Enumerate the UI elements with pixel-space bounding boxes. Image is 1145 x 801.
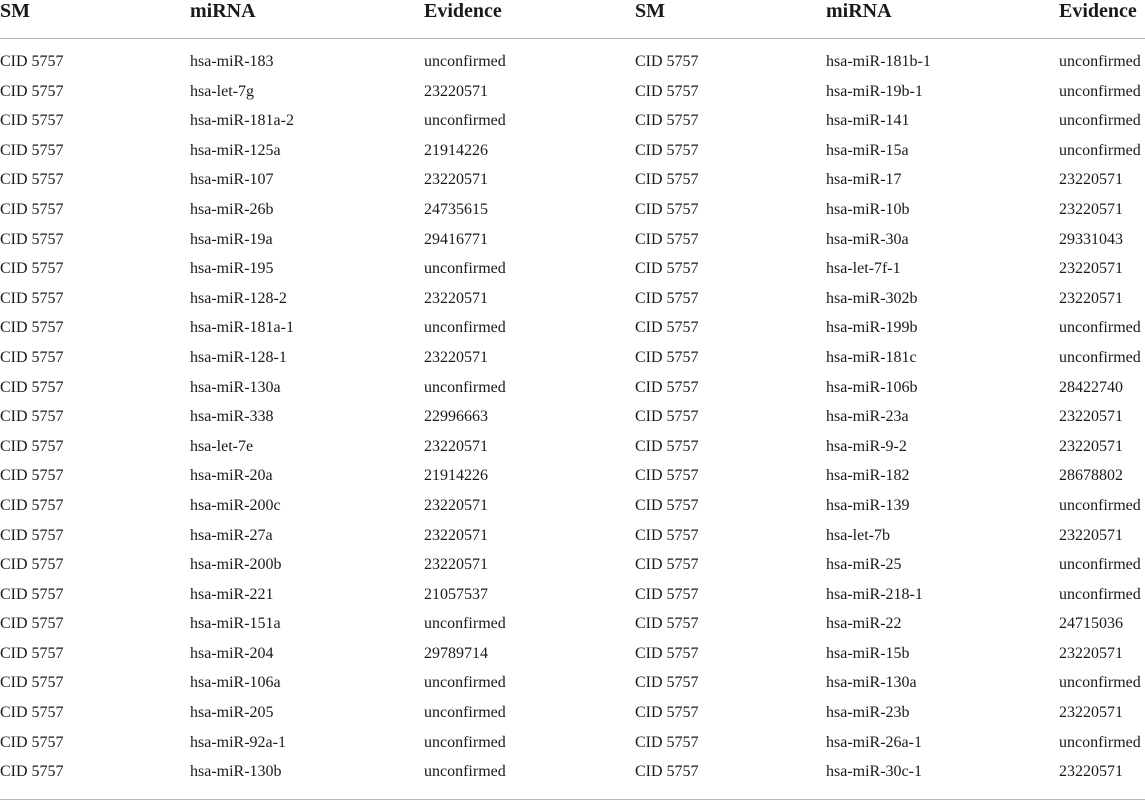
cell-sm-right: CID 5757 bbox=[635, 200, 699, 218]
cell-mirna-left: hsa-miR-27a bbox=[190, 526, 273, 544]
cell-evidence-left: 23220571 bbox=[424, 496, 488, 514]
cell-evidence-right: 23220571 bbox=[1059, 437, 1123, 455]
cell-sm-right: CID 5757 bbox=[635, 644, 699, 662]
table-row bbox=[0, 259, 1145, 289]
table-row bbox=[0, 466, 1145, 496]
cell-evidence-left: unconfirmed bbox=[424, 733, 506, 751]
header-sm-right: SM bbox=[635, 0, 665, 22]
cell-sm-right: CID 5757 bbox=[635, 704, 699, 722]
cell-mirna-left: hsa-miR-205 bbox=[190, 704, 274, 722]
cell-evidence-right: unconfirmed bbox=[1059, 585, 1141, 603]
cell-sm-right: CID 5757 bbox=[635, 348, 699, 366]
cell-sm-left: CID 5757 bbox=[0, 733, 64, 751]
table-row bbox=[0, 170, 1145, 200]
cell-sm-left: CID 5757 bbox=[0, 526, 64, 544]
cell-sm-left: CID 5757 bbox=[0, 378, 64, 396]
cell-mirna-left: hsa-miR-338 bbox=[190, 408, 274, 426]
table-row bbox=[0, 526, 1145, 556]
cell-sm-left: CID 5757 bbox=[0, 615, 64, 633]
cell-evidence-right: unconfirmed bbox=[1059, 733, 1141, 751]
cell-evidence-left: unconfirmed bbox=[424, 260, 506, 278]
table-row bbox=[0, 703, 1145, 733]
cell-evidence-right: unconfirmed bbox=[1059, 556, 1141, 574]
cell-evidence-right: 23220571 bbox=[1059, 260, 1123, 278]
header-mirna-left: miRNA bbox=[190, 0, 256, 22]
table-row bbox=[0, 141, 1145, 171]
table-row bbox=[0, 733, 1145, 763]
cell-mirna-left: hsa-let-7e bbox=[190, 437, 254, 455]
cell-mirna-right: hsa-miR-25 bbox=[826, 556, 902, 574]
cell-mirna-left: hsa-miR-130a bbox=[190, 378, 281, 396]
table-row bbox=[0, 318, 1145, 348]
cell-evidence-left: 23220571 bbox=[424, 171, 488, 189]
table-row bbox=[0, 437, 1145, 467]
cell-mirna-left: hsa-miR-92a-1 bbox=[190, 733, 286, 751]
cell-evidence-right: 23220571 bbox=[1059, 763, 1123, 781]
cell-sm-right: CID 5757 bbox=[635, 378, 699, 396]
cell-mirna-right: hsa-miR-218-1 bbox=[826, 585, 923, 603]
cell-mirna-left: hsa-miR-20a bbox=[190, 467, 273, 485]
cell-mirna-left: hsa-miR-200c bbox=[190, 496, 281, 514]
cell-mirna-right: hsa-miR-17 bbox=[826, 171, 902, 189]
cell-evidence-right: 23220571 bbox=[1059, 704, 1123, 722]
cell-sm-left: CID 5757 bbox=[0, 260, 64, 278]
cell-sm-right: CID 5757 bbox=[635, 733, 699, 751]
table-row bbox=[0, 555, 1145, 585]
cell-evidence-left: unconfirmed bbox=[424, 319, 506, 337]
cell-sm-left: CID 5757 bbox=[0, 556, 64, 574]
cell-mirna-left: hsa-miR-130b bbox=[190, 763, 282, 781]
table-row bbox=[0, 348, 1145, 378]
cell-mirna-right: hsa-miR-23a bbox=[826, 408, 909, 426]
cell-sm-left: CID 5757 bbox=[0, 230, 64, 248]
cell-sm-left: CID 5757 bbox=[0, 141, 64, 159]
cell-sm-left: CID 5757 bbox=[0, 585, 64, 603]
cell-evidence-left: 21914226 bbox=[424, 467, 488, 485]
cell-evidence-right: unconfirmed bbox=[1059, 82, 1141, 100]
cell-evidence-left: unconfirmed bbox=[424, 112, 506, 130]
cell-mirna-right: hsa-miR-30a bbox=[826, 230, 909, 248]
cell-evidence-right: 23220571 bbox=[1059, 200, 1123, 218]
cell-mirna-right: hsa-miR-15a bbox=[826, 141, 909, 159]
cell-sm-right: CID 5757 bbox=[635, 437, 699, 455]
cell-evidence-left: unconfirmed bbox=[424, 53, 506, 70]
cell-mirna-left: hsa-miR-26b bbox=[190, 200, 274, 218]
cell-mirna-left: hsa-miR-125a bbox=[190, 141, 281, 159]
table-row bbox=[0, 111, 1145, 141]
table-row bbox=[0, 673, 1145, 703]
cell-mirna-left: hsa-miR-128-1 bbox=[190, 348, 287, 366]
cell-sm-left: CID 5757 bbox=[0, 82, 64, 100]
cell-evidence-left: 23220571 bbox=[424, 556, 488, 574]
header-evidence-right: Evidence bbox=[1059, 0, 1137, 22]
table-row bbox=[0, 585, 1145, 615]
cell-evidence-left: 21914226 bbox=[424, 141, 488, 159]
cell-mirna-right: hsa-miR-15b bbox=[826, 644, 910, 662]
cell-mirna-left: hsa-miR-128-2 bbox=[190, 289, 287, 307]
cell-mirna-right: hsa-let-7f-1 bbox=[826, 260, 901, 278]
cell-mirna-right: hsa-miR-302b bbox=[826, 289, 918, 307]
cell-sm-right: CID 5757 bbox=[635, 496, 699, 514]
cell-evidence-left: 29416771 bbox=[424, 230, 488, 248]
cell-evidence-left: 23220571 bbox=[424, 526, 488, 544]
cell-evidence-right: unconfirmed bbox=[1059, 496, 1141, 514]
cell-sm-right: CID 5757 bbox=[635, 526, 699, 544]
table-row bbox=[0, 82, 1145, 112]
header-sm-left: SM bbox=[0, 0, 30, 22]
cell-mirna-left: hsa-miR-183 bbox=[190, 53, 274, 70]
cell-sm-left: CID 5757 bbox=[0, 348, 64, 366]
cell-sm-right: CID 5757 bbox=[635, 408, 699, 426]
cell-evidence-right: unconfirmed bbox=[1059, 674, 1141, 692]
cell-mirna-right: hsa-miR-199b bbox=[826, 319, 918, 337]
cell-mirna-left: hsa-miR-181a-2 bbox=[190, 112, 294, 130]
cell-evidence-left: unconfirmed bbox=[424, 674, 506, 692]
cell-sm-left: CID 5757 bbox=[0, 200, 64, 218]
cell-evidence-left: unconfirmed bbox=[424, 763, 506, 781]
cell-evidence-left: 23220571 bbox=[424, 289, 488, 307]
cell-sm-left: CID 5757 bbox=[0, 704, 64, 722]
cell-evidence-right: 24715036 bbox=[1059, 615, 1123, 633]
table-row bbox=[0, 52, 1145, 82]
cell-sm-right: CID 5757 bbox=[635, 289, 699, 307]
cell-evidence-right: 23220571 bbox=[1059, 171, 1123, 189]
cell-evidence-right: unconfirmed bbox=[1059, 112, 1141, 130]
cell-sm-right: CID 5757 bbox=[635, 763, 699, 781]
cell-evidence-right: 23220571 bbox=[1059, 526, 1123, 544]
cell-mirna-left: hsa-let-7g bbox=[190, 82, 254, 100]
cell-evidence-right: 29331043 bbox=[1059, 230, 1123, 248]
table-row bbox=[0, 289, 1145, 319]
cell-evidence-right: 28678802 bbox=[1059, 467, 1123, 485]
cell-sm-right: CID 5757 bbox=[635, 615, 699, 633]
cell-sm-right: CID 5757 bbox=[635, 171, 699, 189]
cell-sm-right: CID 5757 bbox=[635, 674, 699, 692]
cell-evidence-right: 28422740 bbox=[1059, 378, 1123, 396]
table-bottom-rule bbox=[0, 799, 1145, 800]
cell-mirna-right: hsa-miR-10b bbox=[826, 200, 910, 218]
cell-sm-right: CID 5757 bbox=[635, 319, 699, 337]
cell-evidence-left: 23220571 bbox=[424, 82, 488, 100]
cell-evidence-left: unconfirmed bbox=[424, 615, 506, 633]
cell-mirna-left: hsa-miR-221 bbox=[190, 585, 274, 603]
header-mirna-right: miRNA bbox=[826, 0, 892, 22]
table-row bbox=[0, 496, 1145, 526]
table-row bbox=[0, 762, 1145, 792]
cell-sm-right: CID 5757 bbox=[635, 230, 699, 248]
cell-sm-left: CID 5757 bbox=[0, 171, 64, 189]
cell-mirna-right: hsa-miR-26a-1 bbox=[826, 733, 922, 751]
cell-mirna-right: hsa-miR-106b bbox=[826, 378, 918, 396]
cell-mirna-left: hsa-miR-200b bbox=[190, 556, 282, 574]
cell-sm-left: CID 5757 bbox=[0, 53, 64, 70]
cell-mirna-left: hsa-miR-106a bbox=[190, 674, 281, 692]
cell-mirna-right: hsa-miR-130a bbox=[826, 674, 917, 692]
cell-evidence-right: unconfirmed bbox=[1059, 348, 1141, 366]
cell-mirna-right: hsa-miR-181b-1 bbox=[826, 53, 931, 70]
cell-mirna-right: hsa-miR-19b-1 bbox=[826, 82, 923, 100]
cell-mirna-right: hsa-miR-30c-1 bbox=[826, 763, 922, 781]
cell-sm-left: CID 5757 bbox=[0, 289, 64, 307]
header-evidence-left: Evidence bbox=[424, 0, 502, 22]
cell-evidence-right: 23220571 bbox=[1059, 644, 1123, 662]
table-row bbox=[0, 200, 1145, 230]
cell-sm-right: CID 5757 bbox=[635, 82, 699, 100]
cell-sm-left: CID 5757 bbox=[0, 467, 64, 485]
cell-sm-right: CID 5757 bbox=[635, 467, 699, 485]
cell-mirna-right: hsa-miR-9-2 bbox=[826, 437, 907, 455]
cell-mirna-left: hsa-miR-19a bbox=[190, 230, 273, 248]
cell-mirna-right: hsa-miR-141 bbox=[826, 112, 910, 130]
table-header-row bbox=[0, 0, 1145, 39]
cell-mirna-left: hsa-miR-195 bbox=[190, 260, 274, 278]
cell-mirna-right: hsa-let-7b bbox=[826, 526, 890, 544]
cell-sm-left: CID 5757 bbox=[0, 763, 64, 781]
cell-mirna-right: hsa-miR-23b bbox=[826, 704, 910, 722]
cell-evidence-left: 24735615 bbox=[424, 200, 488, 218]
cell-sm-left: CID 5757 bbox=[0, 319, 64, 337]
table-row bbox=[0, 230, 1145, 260]
cell-mirna-right: hsa-miR-182 bbox=[826, 467, 910, 485]
cell-evidence-right: 23220571 bbox=[1059, 289, 1123, 307]
table-row bbox=[0, 644, 1145, 674]
cell-mirna-right: hsa-miR-181c bbox=[826, 348, 917, 366]
cell-mirna-left: hsa-miR-151a bbox=[190, 615, 281, 633]
cell-evidence-left: 23220571 bbox=[424, 348, 488, 366]
cell-sm-right: CID 5757 bbox=[635, 141, 699, 159]
table-row bbox=[0, 407, 1145, 437]
cell-sm-right: CID 5757 bbox=[635, 53, 699, 70]
cell-evidence-left: 23220571 bbox=[424, 437, 488, 455]
cell-evidence-left: unconfirmed bbox=[424, 704, 506, 722]
cell-sm-left: CID 5757 bbox=[0, 408, 64, 426]
cell-sm-left: CID 5757 bbox=[0, 644, 64, 662]
cell-mirna-left: hsa-miR-204 bbox=[190, 644, 274, 662]
cell-sm-right: CID 5757 bbox=[635, 556, 699, 574]
cell-sm-left: CID 5757 bbox=[0, 674, 64, 692]
cell-evidence-right: unconfirmed bbox=[1059, 53, 1141, 70]
cell-evidence-right: unconfirmed bbox=[1059, 319, 1141, 337]
cell-sm-left: CID 5757 bbox=[0, 496, 64, 514]
cell-evidence-left: unconfirmed bbox=[424, 378, 506, 396]
table-row bbox=[0, 378, 1145, 408]
cell-evidence-left: 22996663 bbox=[424, 408, 488, 426]
cell-mirna-right: hsa-miR-139 bbox=[826, 496, 910, 514]
cell-mirna-right: hsa-miR-22 bbox=[826, 615, 902, 633]
cell-sm-right: CID 5757 bbox=[635, 112, 699, 130]
cell-mirna-left: hsa-miR-181a-1 bbox=[190, 319, 294, 337]
table-row bbox=[0, 614, 1145, 644]
cell-sm-right: CID 5757 bbox=[635, 585, 699, 603]
cell-sm-right: CID 5757 bbox=[635, 260, 699, 278]
cell-evidence-left: 29789714 bbox=[424, 644, 488, 662]
cell-sm-left: CID 5757 bbox=[0, 112, 64, 130]
cell-sm-left: CID 5757 bbox=[0, 437, 64, 455]
cell-mirna-left: hsa-miR-107 bbox=[190, 171, 274, 189]
cell-evidence-left: 21057537 bbox=[424, 585, 488, 603]
table-body bbox=[0, 52, 1145, 792]
cell-evidence-right: 23220571 bbox=[1059, 408, 1123, 426]
cell-evidence-right: unconfirmed bbox=[1059, 141, 1141, 159]
